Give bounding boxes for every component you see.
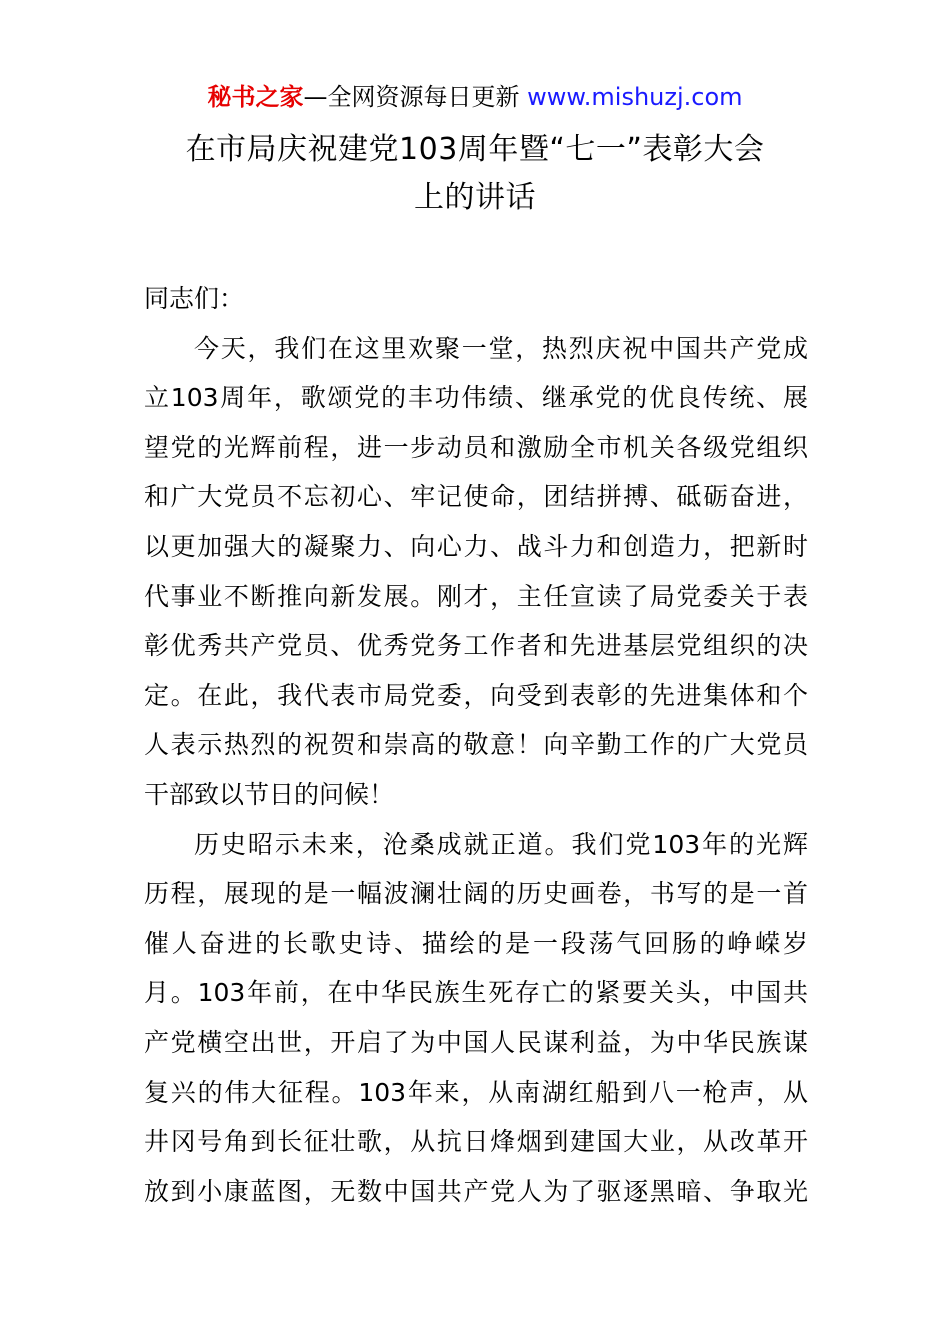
paragraph-line: 催人奋进的长歌史诗、描绘的是一段荡气回肠的峥嵘岁 <box>144 928 808 958</box>
paragraph-line: 立103周年，歌颂党的丰功伟绩、继承党的优良传统、展 <box>144 383 808 413</box>
site-tagline: —全网资源每日更新 <box>303 83 528 111</box>
paragraph-line: 月。103年前，在中华民族生死存亡的紧要关头，中国共 <box>144 978 808 1008</box>
title-line: 在市局庆祝建党103周年暨“七一”表彰大会 <box>185 132 765 167</box>
paragraph-line: 彰优秀共产党员、优秀党务工作者和先进基层党组织的决 <box>144 631 808 661</box>
site-url-link[interactable]: www.mishuzj.com <box>527 83 743 111</box>
site-name: 秘书之家 <box>207 83 304 111</box>
site-header <box>0 80 950 114</box>
paragraph-line: 以更加强大的凝聚力、向心力、战斗力和创造力，把新时 <box>144 531 808 561</box>
paragraph-line: 历史昭示未来，沧桑成就正道。我们党103年的光辉 <box>194 829 808 859</box>
paragraph-line: 复兴的伟大征程。103年来，从南湖红船到八一枪声，从 <box>144 1077 808 1107</box>
paragraph-line: 放到小康蓝图，无数中国共产党人为了驱逐黑暗、争取光 <box>144 1176 808 1206</box>
paragraph-line: 今天，我们在这里欢聚一堂，热烈庆祝中国共产党成 <box>194 333 808 363</box>
document-title <box>140 126 810 222</box>
greeting: 同志们： <box>144 284 245 313</box>
paragraph-line: 产党横空出世，开启了为中国人民谋利益，为中华民族谋 <box>144 1027 808 1057</box>
paragraph-line: 井冈号角到长征壮歌，从抗日烽烟到建国大业，从改革开 <box>144 1127 808 1157</box>
paragraph-line: 望党的光辉前程，进一步动员和激励全市机关各级党组织 <box>144 432 808 462</box>
title-line: 上的讲话 <box>414 180 536 215</box>
paragraph-line: 人表示热烈的祝贺和崇高的敬意！向辛勤工作的广大党员 <box>144 730 808 760</box>
paragraph-line: 历程，展现的是一幅波澜壮阔的历史画卷，书写的是一首 <box>144 879 808 909</box>
paragraph-line: 代事业不断推向新发展。刚才，主任宣读了局党委关于表 <box>144 581 808 611</box>
paragraph-line: 干部致以节日的问候！ <box>144 779 395 809</box>
document-body <box>144 274 808 1216</box>
paragraph-line: 定。在此，我代表市局党委，向受到表彰的先进集体和个 <box>144 680 808 710</box>
paragraph-line: 和广大党员不忘初心、牢记使命，团结拼搏、砥砺奋进， <box>144 482 808 512</box>
